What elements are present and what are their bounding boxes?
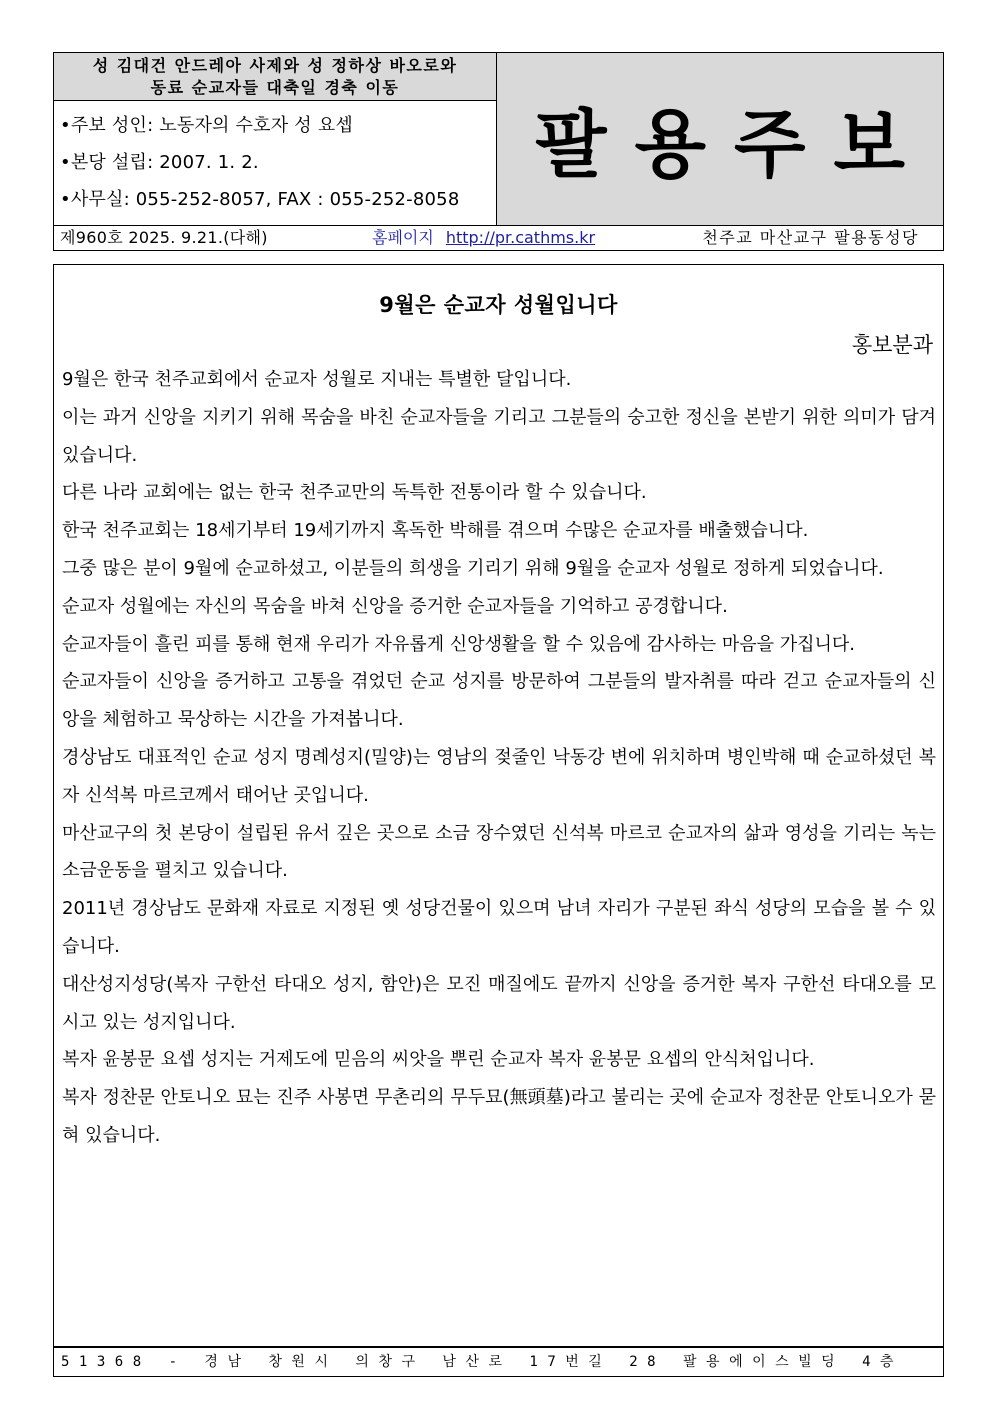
- homepage-link[interactable]: [372, 226, 595, 250]
- article-box: [53, 264, 944, 1347]
- article-paragraph: 복자 정찬문 안토니오 묘는 진주 사봉면 무촌리의 무두묘(無頭墓)라고 불리는 곳에 순교자 정찬문 안토니오가 묻혀 있습니다.: [62, 1087, 936, 1146]
- article-paragraph: 2011년 경상남도 문화재 자료로 지정된 옛 성당건물이 있으며 남녀 자리가 구분된 좌식 성당의 모습을 볼 수 있습니다.: [62, 898, 936, 957]
- patron-saint: •주보 성인: 노동자의 수호자 성 요셉: [60, 115, 353, 136]
- parish-info: [54, 101, 497, 225]
- parish-address: 51368 - 경남 창원시 의창구 남산로 17번길 28 팔용에이스빌딩 4층: [53, 1347, 944, 1377]
- bulletin-title-box: [497, 53, 943, 225]
- issue-number-date: 제960호 2025. 9.21.(다해): [60, 228, 268, 247]
- feast-line-2: 동료 순교자들 대축일 경축 이동: [150, 77, 400, 97]
- parish-name: 천주교 마산교구 팔용동성당: [702, 228, 919, 247]
- feast-line-1: 성 김대건 안드레아 사제와 성 정하상 바오로와: [92, 55, 458, 75]
- article-paragraph: 대산성지성당(복자 구한선 타대오 성지, 함안)은 모진 매질에도 끝까지 신앙을 증거한 복자 구한선 타대오를 모시고 있는 성지입니다.: [62, 973, 936, 1033]
- homepage-url[interactable]: http://pr.cathms.kr: [445, 228, 596, 247]
- article-paragraph: 다른 나라 교회에는 없는 한국 천주교만의 독특한 전통이라 할 수 있습니다.: [62, 482, 647, 504]
- office-contact: •사무실: 055-252-8057, FAX : 055-252-8058: [60, 189, 460, 210]
- article-title: 9월은 순교자 성월입니다: [379, 293, 618, 317]
- article-paragraph: 그중 많은 분이 9월에 순교하셨고, 이분들의 희생을 기리기 위해 9월을 순교자 성월로 정하게 되었습니다.: [62, 557, 884, 579]
- bulletin-title: 팔용주보: [535, 102, 933, 188]
- article-paragraph: 한국 천주교회는 18세기부터 19세기까지 혹독한 박해를 겪으며 수많은 순교자를 배출했습니다.: [62, 520, 809, 542]
- article-paragraph: 9월은 한국 천주교회에서 순교자 성월로 지내는 특별한 달입니다.: [62, 369, 572, 390]
- article-paragraph: 마산교구의 첫 본당이 설립된 유서 깊은 곳으로 소금 장수였던 신석복 마르코 순교자의 삶과 영성을 기리는 녹는 소금운동을 펼치고 있습니다.: [62, 822, 936, 882]
- article-paragraph: 순교자들이 흘린 피를 통해 현재 우리가 자유롭게 신앙생활을 할 수 있음에 감사하는 마음을 가집니다.: [62, 633, 856, 655]
- article-paragraph: 경상남도 대표적인 순교 성지 명례성지(밀양)는 영남의 젖줄인 낙동강 변에 위치하며 병인박해 때 순교하셨던 복자 신석복 마르코께서 태어난 곳입니다.: [62, 746, 936, 806]
- article-paragraph: 순교자들이 신앙을 증거하고 고통을 겪었던 순교 성지를 방문하여 그분들의 발자취를 따라 걷고 순교자들의 신앙을 체험하고 묵상하는 시간을 가져봅니다.: [62, 671, 936, 731]
- article-paragraph: 순교자 성월에는 자신의 목숨을 바쳐 신앙을 증거한 순교자들을 기억하고 공경합니다.: [62, 595, 728, 617]
- founding-date: •본당 설립: 2007. 1. 2.: [60, 152, 259, 173]
- article-author: 홍보분과: [851, 333, 933, 357]
- article-body: [62, 361, 936, 1155]
- feast-notice: [54, 53, 497, 101]
- article-paragraph: 이는 과거 신앙을 지키기 위해 목숨을 바친 순교자들을 기리고 그분들의 숭고한 정신을 본받기 위한 의미가 담겨있습니다.: [62, 406, 936, 466]
- bulletin-header: [53, 52, 944, 251]
- issue-bar: [54, 225, 943, 250]
- article-paragraph: 복자 윤봉문 요셉 성지는 거제도에 믿음의 씨앗을 뿌린 순교자 복자 윤봉문 요셉의 안식처입니다.: [62, 1049, 815, 1071]
- homepage-label: 홈페이지: [372, 228, 434, 247]
